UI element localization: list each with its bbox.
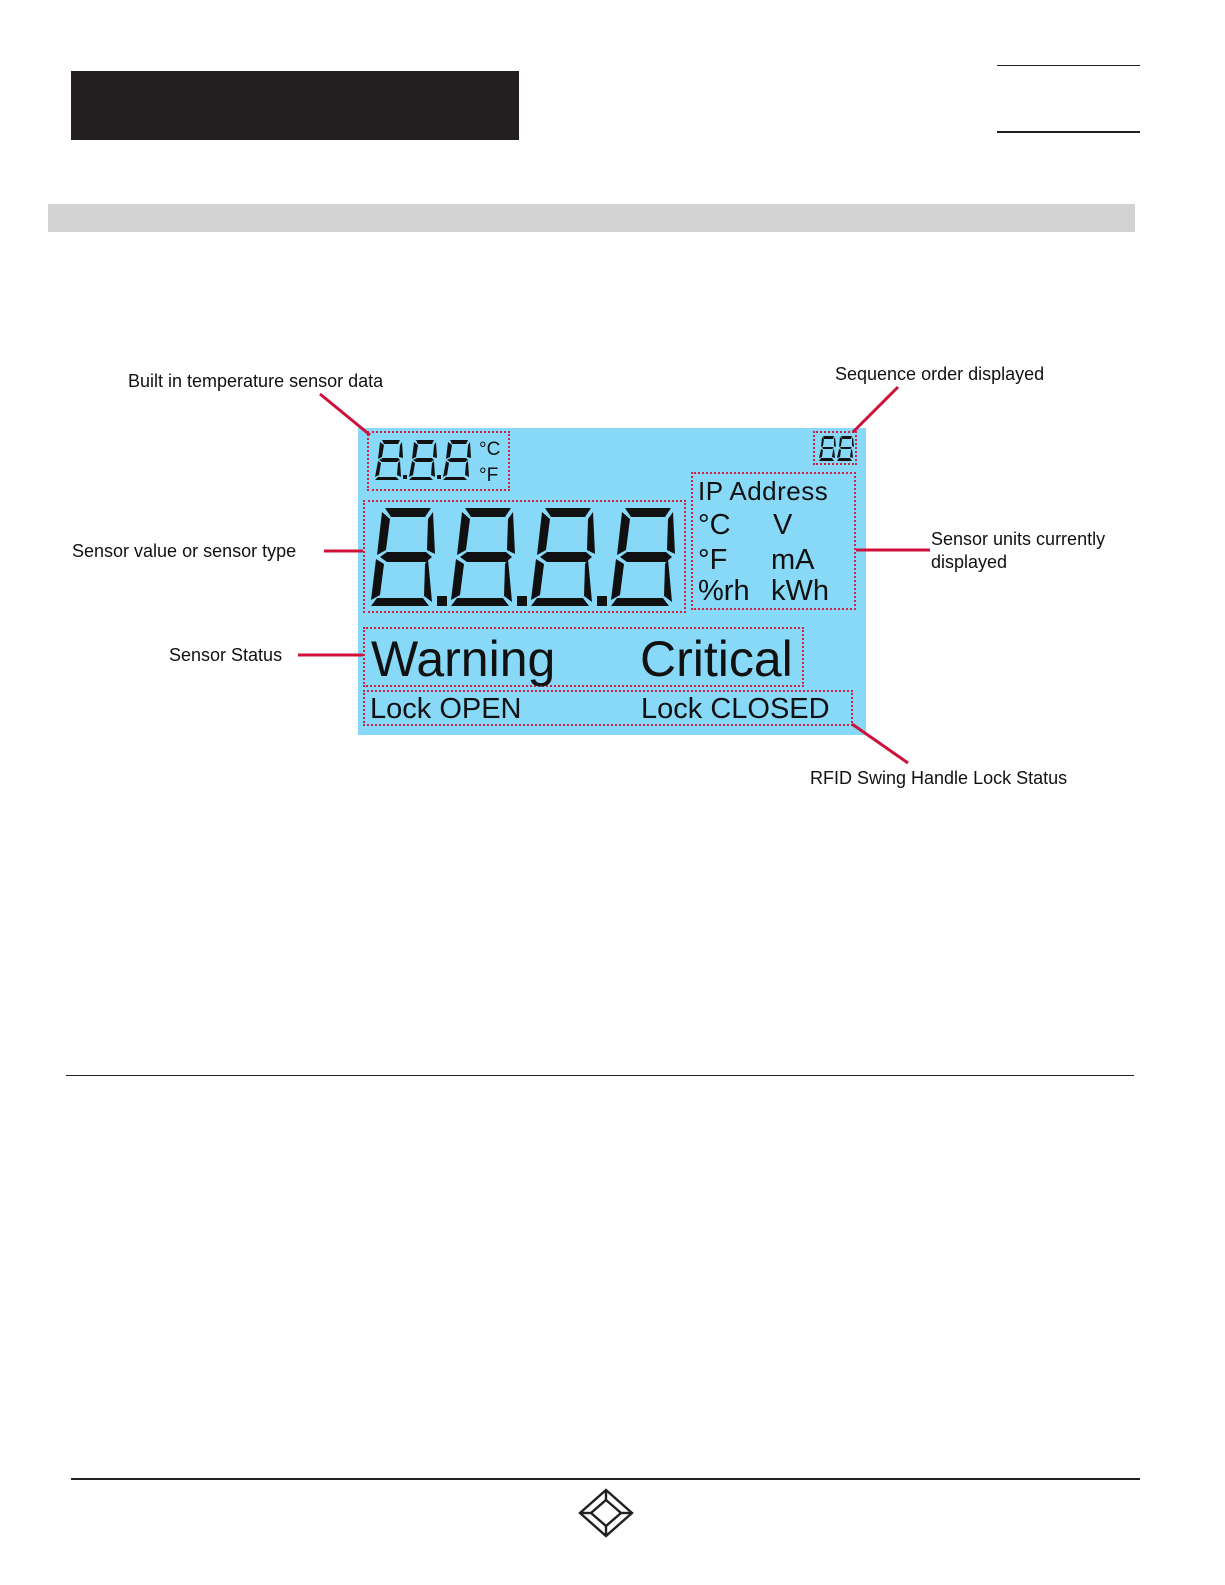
callout-line-temperature <box>320 394 370 435</box>
unit-relative-humidity: %rh <box>698 575 750 607</box>
unit-ip-address: IP Address <box>698 476 829 506</box>
lock-closed: Lock CLOSED <box>641 693 830 725</box>
callout-line-sequence <box>853 387 898 432</box>
callout-rfid: RFID Swing Handle Lock Status <box>810 768 1068 788</box>
unit-fahrenheit: °F <box>698 544 728 576</box>
callout-line-rfid <box>852 724 908 763</box>
small-unit-fahrenheit: °F <box>479 465 499 486</box>
unit-milliamps: mA <box>771 544 815 576</box>
unit-kilowatt-hours: kWh <box>771 575 829 607</box>
callout-temperature: Built in temperature sensor data <box>128 371 384 391</box>
callout-status: Sensor Status <box>169 645 283 665</box>
unit-celsius: °C <box>698 509 731 541</box>
lock-open: Lock OPEN <box>370 693 522 725</box>
callout-sequence: Sequence order displayed <box>835 364 1045 384</box>
callout-units: Sensor units currently displayed <box>931 529 1106 572</box>
status-warning: Warning <box>371 631 556 687</box>
small-unit-celsius: °C <box>479 439 501 460</box>
status-critical: Critical <box>640 631 793 687</box>
unit-volts: V <box>773 509 793 541</box>
callout-sensor-value: Sensor value or sensor type <box>72 541 297 561</box>
